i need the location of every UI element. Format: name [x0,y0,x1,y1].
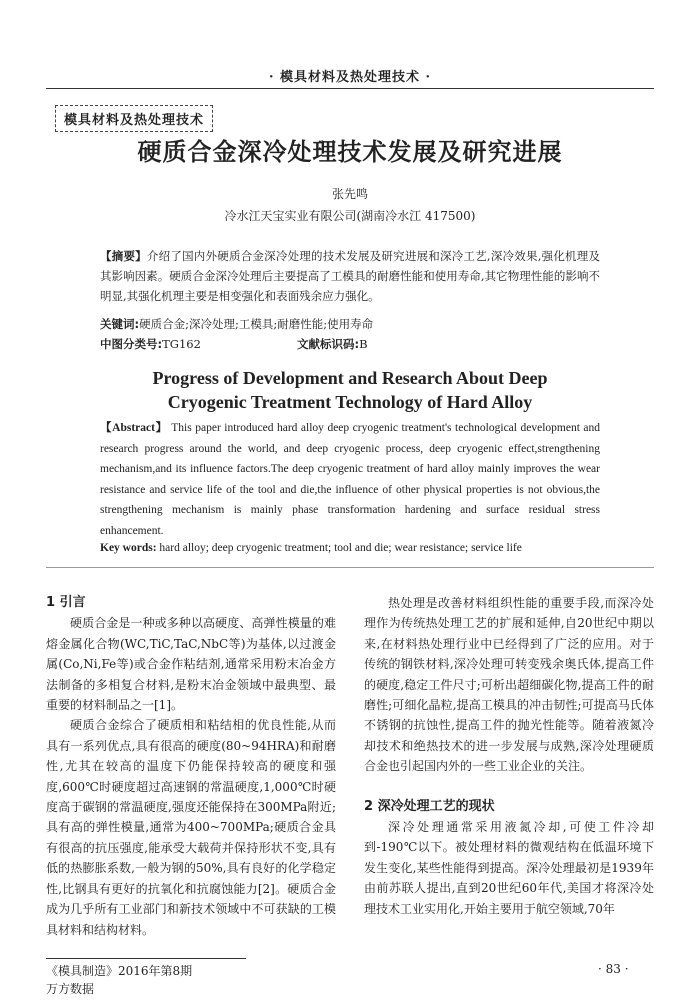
classification-line [100,336,600,352]
keywords-label: 关键词: [100,317,140,331]
section-2-heading: 2 深冷处理工艺的现状 [364,798,495,814]
left-column [46,593,336,940]
keywords-text: 硬质合金;深冷处理;工模具;耐磨性能;使用寿命 [139,317,374,331]
clc-label: 中图分类号: [100,337,163,351]
abstract-label: 【摘要】 [100,249,147,263]
footer-rule [46,958,246,959]
doc-code-label: 文献标识码: [297,337,360,351]
section-2-paragraph-1: 深冷处理通常采用液氮冷却,可使工件冷却到-190℃以下。被处理材料的微观结构在低温环境下发生变化,某些性能得到提高。深冷处理最初是1939年由前苏联人提出,直到20世纪60年代,美国才将深冷处理技术工业实用化,开始主要用于航空领域,70年 [364,820,654,916]
journal-citation: 《模具制造》2016年第8期 [46,964,193,978]
author: 张先鸣 [331,187,368,201]
section-1-heading: 1 引言 [46,595,86,610]
section-1-paragraph-1: 硬质合金是一种或多种以高硬度、高弹性模量的难熔金属化合物(WC,TiC,TaC,NbC等)为基体,以过渡金属(Co,Ni,Fe等)或合金作粘结剂,通常采用粉末冶金方法制备的多相复合材料,是粉末冶金领域中最典型、最重要的材料制品之一[1]。 [46,616,336,713]
keywords-en [100,542,600,554]
section-tag: 模具材料及热处理技术 [55,105,213,132]
keywords-en-label: Key words: [100,542,157,554]
affiliation: 冷水江天宝实业有限公司(湖南冷水江 417500) [224,209,476,223]
abstract-divider [46,567,654,568]
abstract-text: 介绍了国内外硬质合金深冷处理的技术发展及研究进展和深冷工艺,深冷效果,强化机理及其影响因素。硬质合金深冷处理后主要提高了工模具的耐磨性能和使用寿命,其它物理性能的影响不明显,其强化机理主要是相变强化和表面残余应力强化。 [100,249,600,303]
running-header: · 模具材料及热处理技术 · [268,70,432,85]
abstract-en-label: 【Abstract】 [100,422,168,434]
abstract-en-text: This paper introduced hard alloy deep cryogenic treatment's technological development and research progress around the world, and deep cryogenic process, deep cryogenic effect,strengthening mechanism,and its influence factors.The deep cryogenic treatment of hard alloy mainly improves the wear resistance and service life of the tool and die,the influence of other physical properties is not obvious,the strengthening mechanism is mainly phase transformation hardening and surface residual stress enhancement. [100,422,601,537]
doc-code-value: B [359,337,368,351]
title-en-line-1: Progress of Development and Research About Deep [152,368,548,388]
title-en-line-2: Cryogenic Treatment Technology of Hard Alloy [167,392,533,412]
paper-title-en [0,366,700,414]
source-watermark: 万方数据 [46,982,95,996]
paper-title-cn: 硬质合金深冷处理技术发展及研究进展 [137,138,563,166]
header-rule [46,88,654,89]
abstract-en [100,418,600,541]
page-number: · 83 · [598,962,629,976]
right-column [364,593,654,919]
section-1-paragraph-2: 硬质合金综合了硬质相和粘结相的优良性能,从而具有一系列优点,具有很高的硬度(80~94HRA)和耐磨性,尤其在较高的温度下仍能保持较高的硬度和强度,600℃时硬度超过高速钢的常温硬度,1,000℃时硬度高于碳钢的常温硬度,强度还能保持在300MPa附近;具有高的弹性模量,通常为400~700MPa;硬质合金具有很高的抗压强度,能承受大载荷并保持形状不变,具有低的热膨胀系数,一般为钢的50%,具有良好的化学稳定性,比钢具有更好的抗氧化和抗腐蚀能力[2]。硬质合金成为几乎所有工业部门和新技术领域中不可获缺的工模具材料和结构材料。 [46,718,336,937]
clc-value: TG162 [162,337,201,351]
right-paragraph-1: 热处理是改善材料组织性能的重要手段,而深冷处理作为传统热处理工艺的扩展和延伸,自20世纪中期以来,在材料热处理行业中已经得到了广泛的应用。对于传统的钢铁材料,深冷处理可转变残余奥氏体,提高工件的硬度,稳定工件尺寸;可析出超细碳化物,提高工件的耐磨性;可细化晶粒,提高工模具的冲击韧性;可提高马氏体不锈钢的抗蚀性,提高工件的抛光性能等。随着液氮冷却技术和绝热技术的进一步发展与成熟,深冷处理硬质合金也引起国内外的一些工业企业的关注。 [364,596,654,774]
keywords-cn [100,316,600,332]
keywords-en-text: hard alloy; deep cryogenic treatment; tool and die; wear resistance; service life [159,542,522,554]
abstract-cn [100,246,600,306]
